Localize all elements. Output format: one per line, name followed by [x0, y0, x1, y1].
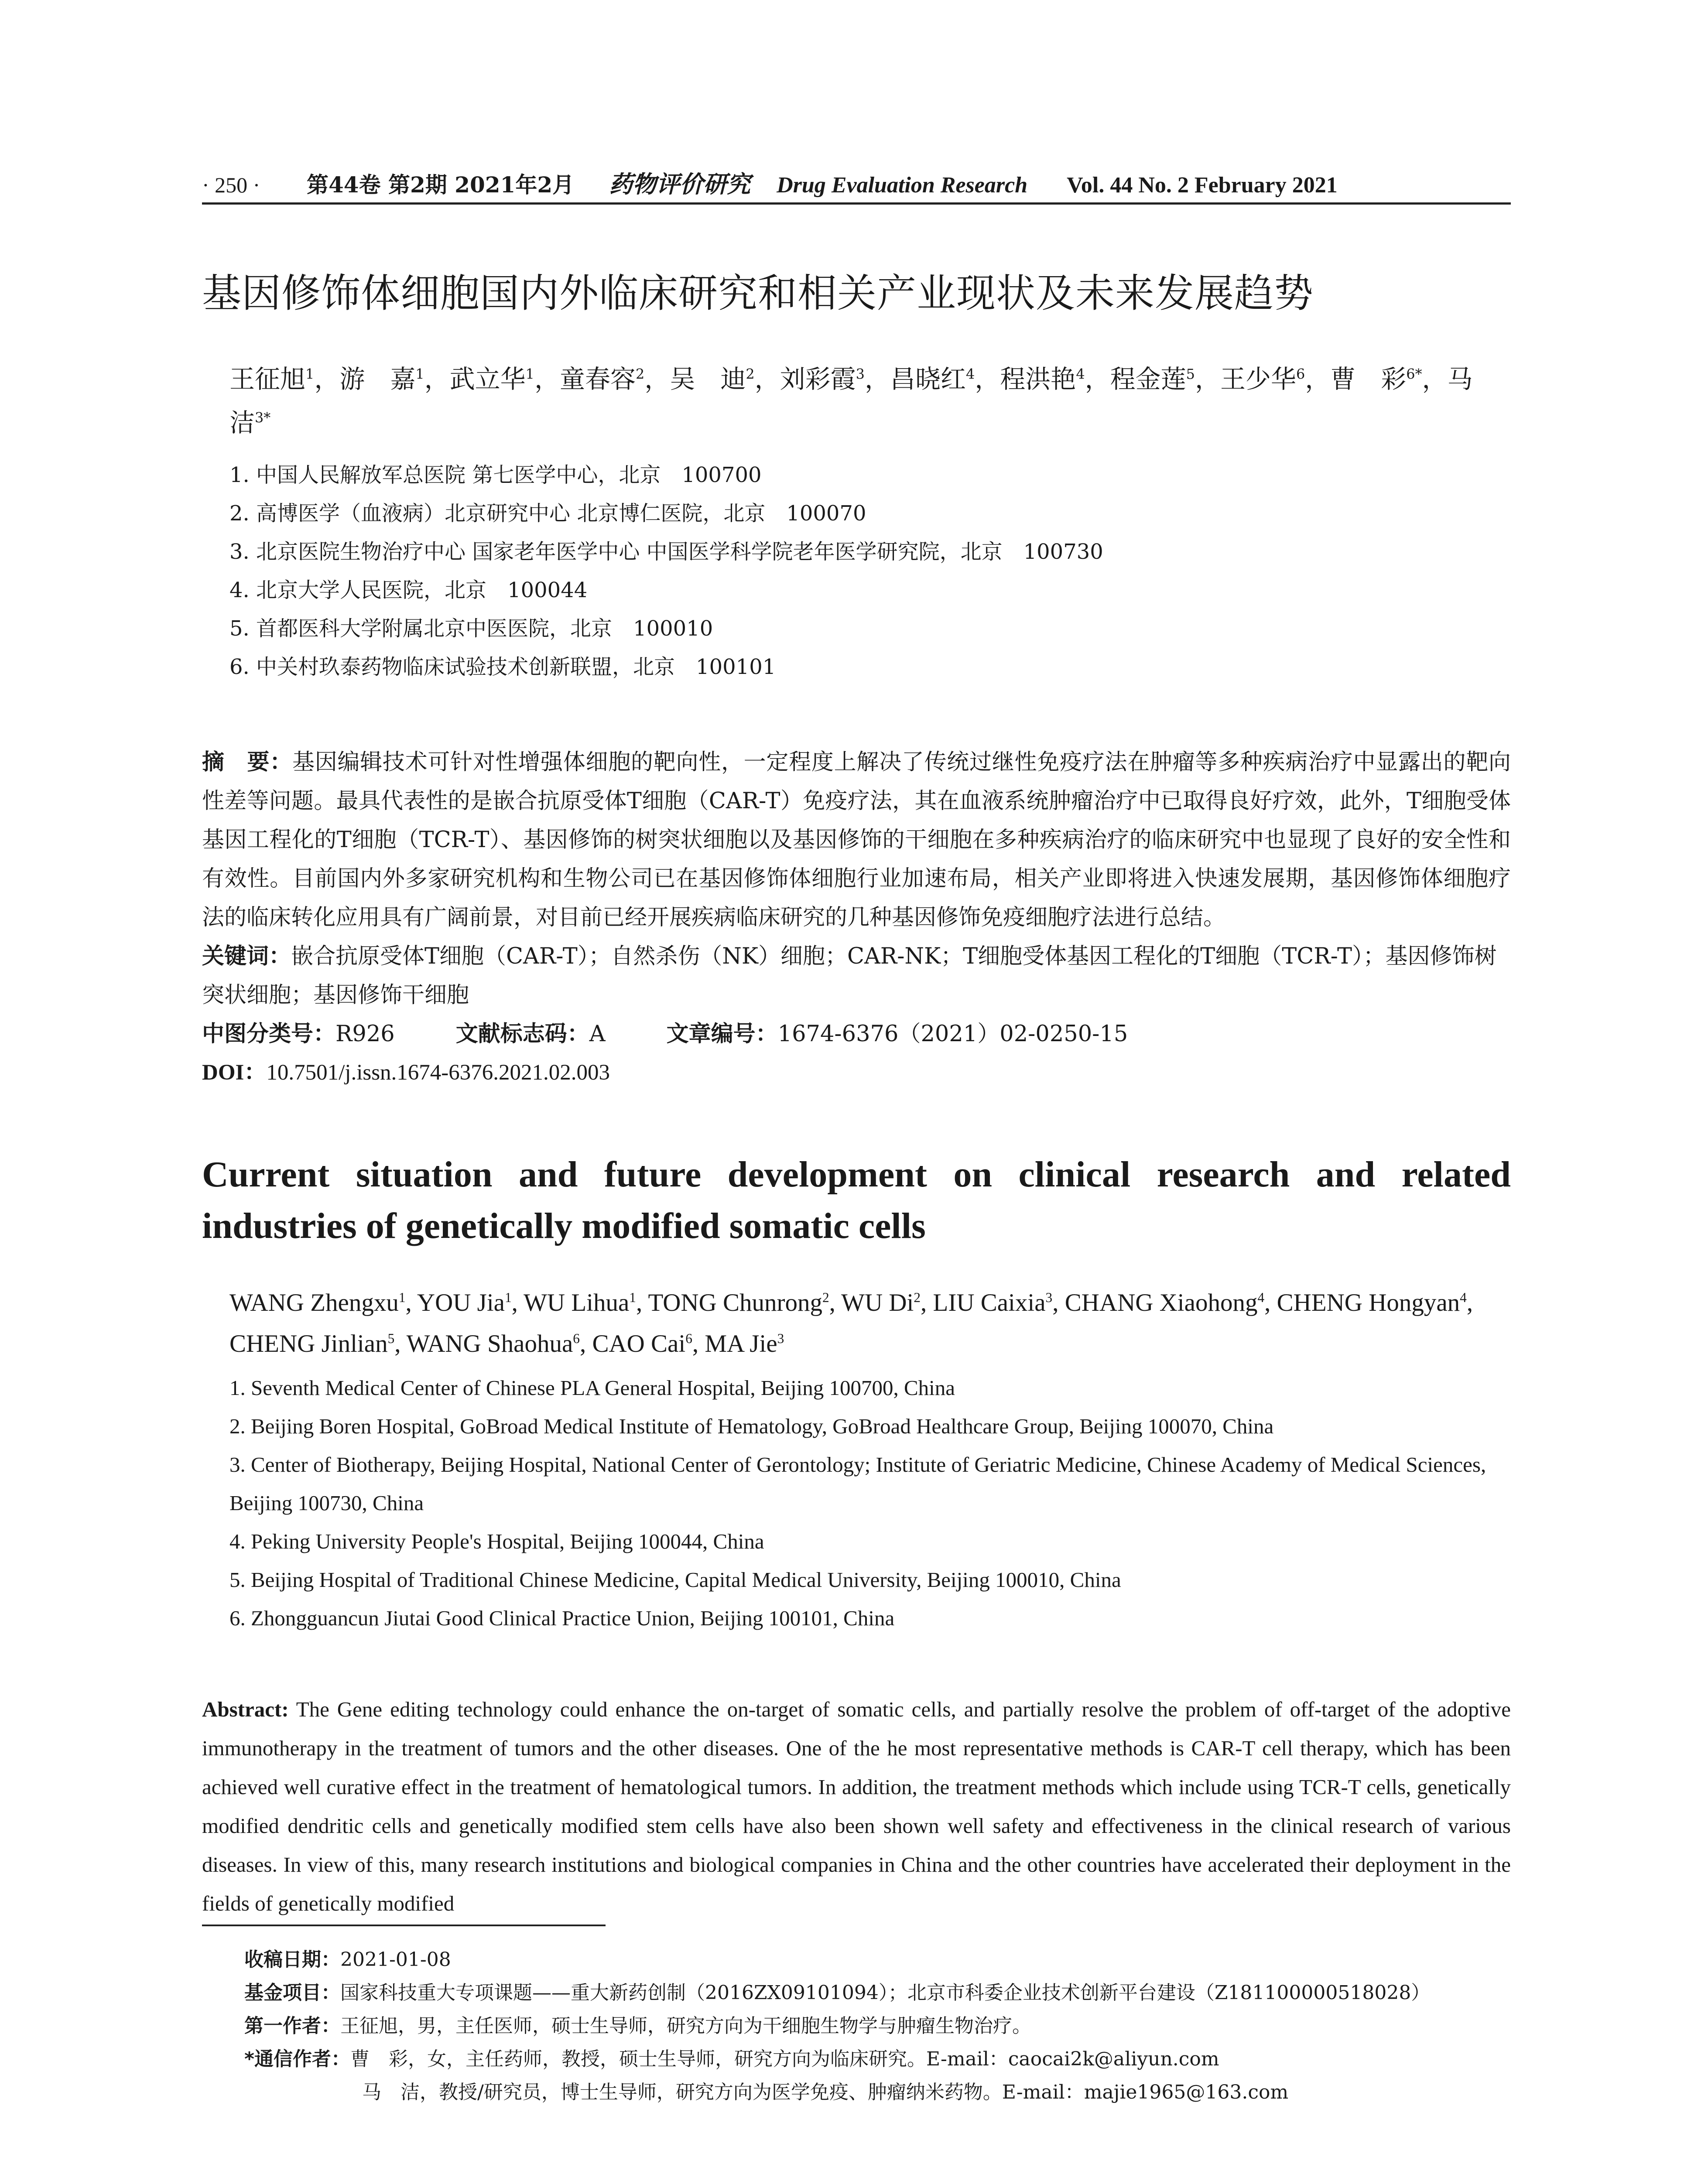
- author-affiliation-mark: 1: [305, 366, 315, 383]
- author: [229, 1289, 406, 1316]
- fund-project: [244, 1976, 1509, 2010]
- author-affiliation-mark: 1: [629, 1290, 636, 1305]
- author-name: CHENG Jinlian: [229, 1330, 388, 1357]
- doi-value: 10.7501/j.issn.1674-6376.2021.02.003: [266, 1060, 610, 1085]
- author-name: 童春容: [559, 364, 636, 394]
- affiliation-cn: 1. 中国人民解放军总医院 第七医学中心，北京 100700: [229, 463, 762, 487]
- author: [1220, 364, 1305, 394]
- doi-row: [202, 1053, 1511, 1092]
- author-name: LIU Caixia: [933, 1289, 1046, 1316]
- author: [841, 1289, 921, 1316]
- document-code: [456, 1015, 606, 1053]
- author-name: WU Di: [841, 1289, 914, 1316]
- author: [450, 364, 534, 394]
- author-name: 程金莲: [1110, 364, 1186, 394]
- chinese-author-list: 王征旭$^1$，游 嘉$^1$，武立华$^1$，童春容$^2$，吴 迪$^2$，刘彩霞$^3$，昌晓红$^4$，程洪艳$^4$，程金莲$^5$，王少华$^6$，曹 彩$^{6*}$，马 洁$^{3*}$: [229, 364, 1498, 438]
- corresponding-author: [244, 2043, 1509, 2076]
- affiliation-en: 4. Peking University People's Hospital, Beijing 100044, China: [229, 1529, 764, 1553]
- author-affiliation-mark: 6: [685, 1331, 692, 1346]
- author-affiliation-mark: 1: [504, 1290, 512, 1305]
- author: [560, 364, 644, 394]
- classification-row: [202, 1015, 1511, 1053]
- affiliation-cn: 6. 中关村玖泰药物临床试验技术创新联盟，北京 100101: [229, 655, 776, 679]
- corresponding-value: 马 洁，教授/研究员，博士生导师，研究方向为医学免疫、肿瘤纳米药物。E-mail：majie1965@163.com: [362, 2081, 1289, 2103]
- first-author-label: 第一作者：: [244, 2015, 340, 2037]
- author-affiliation-mark: 1: [398, 1290, 406, 1305]
- author-name: MA Jie: [705, 1330, 777, 1357]
- author-affiliation-mark: 4: [1460, 1290, 1467, 1305]
- author: [1277, 1289, 1467, 1316]
- article-number: [667, 1015, 1128, 1053]
- author-affiliation-mark: 3: [1045, 1290, 1053, 1305]
- affiliation-cn: 3. 北京医院生物治疗中心 国家老年医学中心 中国医学科学院老年医学研究院，北京 100730: [229, 540, 1103, 564]
- author-affiliation-mark: 3: [777, 1331, 784, 1346]
- author: [592, 1330, 692, 1357]
- page: [202, 166, 1511, 1923]
- english-author-list: WANG Zhengxu$^1$, YOU Jia$^1$, WU Lihua$^1$, TONG Chunrong$^2$, WU Di$^2$, LIU Caixia$^3$, CHANG Xiaohong$^4$, CHENG Hongyan$^4$, CHENG Jinlian$^5$, WANG Shaohua$^6$, CAO Cai$^6$, MA Jie$^3$: [229, 1289, 1473, 1357]
- fund-value: 国家科技重大专项课题——重大新药创制（2016ZX09101094）；北京市科委企业技术创新平台建设（Z181100000518028）: [340, 1982, 1431, 2004]
- author-affiliation-mark: 3*: [255, 409, 271, 426]
- english-affiliations: [229, 1369, 1512, 1637]
- author-affiliation-mark: 5: [1186, 366, 1195, 383]
- author-affiliation-mark: 2: [914, 1290, 921, 1305]
- author-name: CHANG Xiaohong: [1065, 1289, 1258, 1316]
- author-affiliation-mark: 6*: [1406, 366, 1422, 383]
- running-header: [202, 166, 1511, 196]
- english-abstract: [202, 1690, 1511, 1923]
- clc-label: 中图分类号：: [202, 1021, 336, 1047]
- first-author-value: 王征旭，男，主任医师，硕士生导师，研究方向为干细胞生物学与肿瘤生物治疗。: [340, 2015, 1031, 2037]
- header-rule: [202, 202, 1511, 205]
- author: [524, 1289, 636, 1316]
- keywords-label: 关键词：: [202, 944, 291, 969]
- author-affiliation-mark: 6: [1296, 366, 1305, 383]
- corresponding-label: *通信作者：: [244, 2048, 351, 2070]
- author: [229, 364, 314, 394]
- author-affiliation-mark: 1: [525, 366, 534, 383]
- author-name: 昌晓红: [890, 364, 966, 394]
- author-name: 王少华: [1220, 364, 1296, 394]
- author: [1330, 364, 1422, 394]
- chinese-abstract: [202, 743, 1511, 937]
- keywords: [202, 937, 1511, 1015]
- affiliation-cn: 4. 北京大学人民医院，北京 100044: [229, 578, 588, 602]
- author: [339, 364, 424, 394]
- author-name: 程洪艳: [1000, 364, 1076, 394]
- author-name: 马 洁: [229, 364, 1498, 438]
- affiliation-en: 3. Center of Biotherapy, Beijing Hospital, National Center of Gerontology; Institute of Geriatric Medicine, Chinese Academy of Medical Sciences, Beijing 100730, China: [229, 1453, 1486, 1515]
- affiliation-en: 5. Beijing Hospital of Traditional Chinese Medicine, Capital Medical University, Beijing 100010, China: [229, 1568, 1121, 1592]
- author-affiliation-mark: 2: [746, 366, 755, 383]
- author-name: 王征旭: [229, 364, 306, 394]
- footnotes: [244, 1943, 1509, 2109]
- author-name: CHENG Hongyan: [1277, 1289, 1460, 1316]
- author-affiliation-mark: 1: [415, 366, 424, 383]
- received-label: 收稿日期：: [244, 1949, 340, 1971]
- author-name: TONG Chunrong: [648, 1289, 822, 1316]
- author: [670, 364, 754, 394]
- affiliation-cn: 2. 高博医学（血液病）北京研究中心 北京博仁医院，北京 100070: [229, 501, 866, 526]
- abstract-text-cn: 基因编辑技术可针对性增强体细胞的靶向性，一定程度上解决了传统过继性免疫疗法在肿瘤等多种疾病治疗中显露出的靶向性差等问题。最具代表性的是嵌合抗原受体T细胞（CAR-T）免疫疗法，其在血液系统肿瘤治疗中已取得良好疗效，此外，T细胞受体基因工程化的T细胞（TCR-T）、基因修饰的树突状细胞以及基因修饰的干细胞在多种疾病治疗的临床研究中也显现了良好的安全性和有效性。目前国内外多家研究机构和生物公司已在基因修饰体细胞行业加速布局，相关产业即将进入快速发展期，基因修饰体细胞疗法的临床转化应用具有广阔前景，对目前已经开展疾病临床研究的几种基因修饰免疫细胞疗法进行总结。: [202, 749, 1511, 930]
- author-name: 吴 迪: [670, 364, 746, 394]
- first-author: [244, 2010, 1509, 2043]
- author-affiliation-mark: 4: [1076, 366, 1085, 383]
- affiliation-en: 1. Seventh Medical Center of Chinese PLA General Hospital, Beijing 100700, China: [229, 1376, 955, 1400]
- author-affiliation-mark: 6: [573, 1331, 580, 1346]
- affiliation-en: 2. Beijing Boren Hospital, GoBroad Medical Institute of Hematology, GoBroad Healthcare Group, Beijing 100070, China: [229, 1414, 1274, 1438]
- clc-number: [202, 1015, 395, 1053]
- chinese-affiliations: [229, 456, 1511, 686]
- author-name: WANG Zhengxu: [229, 1289, 399, 1316]
- author-name: 游 嘉: [339, 364, 416, 394]
- corresponding-author-2: [244, 2076, 1509, 2109]
- author: [1110, 364, 1195, 394]
- article-number-label: 文章编号：: [666, 1021, 778, 1047]
- author-name: CAO Cai: [592, 1330, 686, 1357]
- doc-code-label: 文献标志码：: [455, 1021, 589, 1047]
- author-name: 刘彩霞: [780, 364, 856, 394]
- corresponding-value: 曹 彩，女，主任药师，教授，硕士生导师，研究方向为临床研究。E-mail：caocai2k@aliyun.com: [350, 2048, 1219, 2070]
- fund-label: 基金项目：: [244, 1982, 340, 2004]
- author: [648, 1289, 829, 1316]
- author-name: 武立华: [449, 364, 526, 394]
- author: [1000, 364, 1085, 394]
- abstract-label-en: Abstract:: [202, 1697, 289, 1721]
- keywords-text: 嵌合抗原受体T细胞（CAR-T）；自然杀伤（NK）细胞；CAR-NK；T细胞受体基因工程化的T细胞（TCR-T）；基因修饰树突状细胞；基因修饰干细胞: [202, 944, 1497, 1008]
- author: [705, 1330, 784, 1357]
- author-affiliation-mark: 3: [856, 366, 865, 383]
- clc-value: R926: [335, 1021, 395, 1047]
- author-affiliation-mark: 2: [822, 1290, 829, 1305]
- english-title-line: industries of genetically modified somatic cells: [202, 1206, 926, 1246]
- author: [407, 1330, 580, 1357]
- abstract-text-en: The Gene editing technology could enhance the on-target of somatic cells, and partially resolve the problem of off-target of the adoptive immunotherapy in the treatment of tumors and the other diseases. One of the he most representative methods is CAR-T cell therapy, which has been achieved well curative effect in the treatment of hematological tumors. In addition, the treatment methods which include using TCR-T cells, genetically modified dendritic cells and genetically modified stem cells have also been shown well safety and effectiveness in the clinical research of various diseases. In view of this, many research institutions and biological companies in China and the other countries have accelerated their deployment in the fields of genetically modified: [202, 1697, 1511, 1915]
- journal-name-cn: 药物评价研究: [609, 170, 751, 198]
- article-number-value: 1674-6376（2021）02-0250-15: [777, 1021, 1128, 1047]
- abstract-label-cn: 摘 要：: [202, 749, 292, 775]
- author: [1065, 1289, 1264, 1316]
- affiliation-cn: 5. 首都医科大学附属北京中医医院，北京 100010: [229, 616, 713, 641]
- author-affiliation-mark: 2: [636, 366, 645, 383]
- author: [417, 1289, 512, 1316]
- author-name: YOU Jia: [417, 1289, 505, 1316]
- affiliation-en: 6. Zhongguancun Jiutai Good Clinical Practice Union, Beijing 100101, China: [229, 1606, 895, 1630]
- english-title: [202, 1149, 1511, 1252]
- author: [229, 1330, 394, 1357]
- author-name: WANG Shaohua: [406, 1330, 573, 1357]
- volume-info-en: Vol. 44 No. 2 February 2021: [1067, 173, 1338, 198]
- page-number: · 250 ·: [202, 173, 260, 197]
- author-name: WU Lihua: [524, 1289, 630, 1316]
- author: [933, 1289, 1053, 1316]
- author: [890, 364, 975, 394]
- footnote-rule: [202, 1925, 606, 1926]
- author-affiliation-mark: 5: [387, 1331, 395, 1346]
- received-value: 2021-01-08: [340, 1949, 451, 1971]
- author-affiliation-mark: 4: [965, 366, 975, 383]
- doc-code-value: A: [589, 1021, 606, 1047]
- issue-info-cn: 第44卷 第2期 2021年2月: [307, 172, 575, 198]
- author-affiliation-mark: 4: [1257, 1290, 1265, 1305]
- chinese-title: 基因修饰体细胞国内外临床研究和相关产业现状及未来发展趋势: [202, 270, 1314, 316]
- author: [780, 364, 865, 394]
- journal-name-en: Drug Evaluation Research: [777, 173, 1028, 198]
- author-name: 曹 彩: [1330, 364, 1407, 394]
- english-title-line: Current situation and future development on clinical research and related: [202, 1154, 1511, 1195]
- doi-label: DOI：: [202, 1060, 267, 1085]
- received-date: [244, 1943, 1509, 1976]
